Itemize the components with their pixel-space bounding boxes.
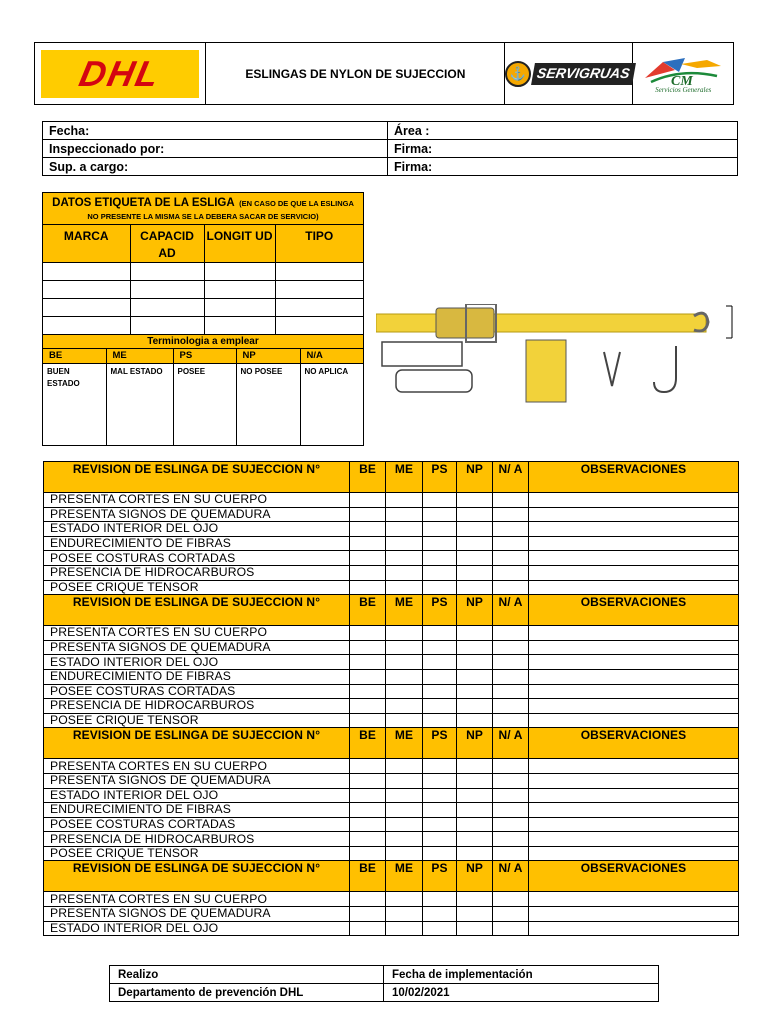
observations-cell[interactable] — [529, 803, 739, 818]
revision-col-header: BE — [350, 462, 386, 493]
revision-col-header: NP — [457, 861, 493, 892]
observations-cell[interactable] — [529, 907, 739, 922]
dhl-logo-text: DHL — [75, 52, 165, 94]
check-cell[interactable] — [350, 551, 386, 566]
check-cell[interactable] — [423, 713, 457, 728]
table-row — [44, 522, 739, 537]
observations-cell[interactable] — [529, 626, 739, 641]
observations-cell[interactable] — [529, 522, 739, 537]
check-cell[interactable] — [457, 507, 493, 522]
check-cell[interactable] — [386, 551, 423, 566]
fecha-field[interactable]: Fecha: — [43, 122, 388, 140]
check-cell[interactable] — [350, 565, 386, 580]
check-cell[interactable] — [423, 921, 457, 936]
observations-cell[interactable] — [529, 536, 739, 551]
check-cell[interactable] — [386, 699, 423, 714]
check-cell[interactable] — [493, 892, 529, 907]
servigruas-logo-text: SERVIGRUAS — [535, 64, 631, 81]
check-cell[interactable] — [457, 699, 493, 714]
check-cell[interactable] — [386, 759, 423, 774]
revision-col-header: BE — [350, 861, 386, 892]
observations-cell[interactable] — [529, 773, 739, 788]
revision-header-row — [44, 728, 739, 759]
table-row — [44, 759, 739, 774]
check-cell[interactable] — [457, 655, 493, 670]
check-cell[interactable] — [457, 626, 493, 641]
table-row — [44, 773, 739, 788]
check-cell[interactable] — [423, 773, 457, 788]
observations-cell[interactable] — [529, 788, 739, 803]
cm-logo-cell — [633, 43, 733, 104]
check-cell[interactable] — [386, 565, 423, 580]
check-cell[interactable] — [493, 536, 529, 551]
observations-cell[interactable] — [529, 713, 739, 728]
check-cell[interactable] — [423, 551, 457, 566]
check-cell[interactable] — [350, 713, 386, 728]
table-row — [44, 669, 739, 684]
check-cell[interactable] — [457, 684, 493, 699]
table-row — [44, 507, 739, 522]
revision-col-header: OBSERVACIONES — [529, 728, 739, 759]
check-cell[interactable] — [350, 655, 386, 670]
revision-header-title: REVISION DE ESLINGA DE SUJECCION N° — [44, 728, 350, 759]
revision-header-title: REVISION DE ESLINGA DE SUJECCION N° — [44, 462, 350, 493]
check-cell[interactable] — [423, 892, 457, 907]
check-cell[interactable] — [386, 803, 423, 818]
check-cell[interactable] — [386, 493, 423, 508]
servigruas-logo-cell — [505, 43, 633, 104]
label-row — [43, 317, 363, 335]
revision-col-header: BE — [350, 728, 386, 759]
check-cell[interactable] — [386, 817, 423, 832]
cm-logo-subtitle: Servicios Generales — [655, 85, 712, 94]
check-cell[interactable] — [457, 580, 493, 595]
check-cell[interactable] — [423, 669, 457, 684]
check-cell[interactable] — [493, 551, 529, 566]
col-longitud: LONGIT UD — [204, 225, 275, 263]
label-grid — [43, 225, 363, 335]
check-item-label: ENDURECIMIENTO DE FIBRAS — [44, 669, 350, 684]
check-cell[interactable] — [423, 684, 457, 699]
terminology-title: Terminologia a emplear — [43, 335, 363, 349]
col-capacidad: CAPACID AD — [130, 225, 204, 263]
check-cell[interactable] — [350, 669, 386, 684]
check-cell[interactable] — [350, 507, 386, 522]
check-item-label: POSEE COSTURAS CORTADAS — [44, 817, 350, 832]
check-cell[interactable] — [350, 522, 386, 537]
revision-header-row — [44, 861, 739, 892]
observations-cell[interactable] — [529, 640, 739, 655]
revision-table — [43, 461, 739, 936]
check-cell[interactable] — [386, 626, 423, 641]
check-cell[interactable] — [386, 507, 423, 522]
check-cell[interactable] — [457, 892, 493, 907]
label-row — [43, 281, 363, 299]
term-code: BE — [43, 349, 106, 363]
observations-cell[interactable] — [529, 832, 739, 847]
revision-col-header: N/ A — [493, 595, 529, 626]
check-cell[interactable] — [423, 493, 457, 508]
dhl-logo-cell — [35, 43, 206, 104]
servigruas-logo — [505, 61, 634, 87]
observations-cell[interactable] — [529, 669, 739, 684]
check-cell[interactable] — [423, 788, 457, 803]
check-cell[interactable] — [350, 626, 386, 641]
check-cell[interactable] — [423, 640, 457, 655]
revision-col-header: PS — [423, 462, 457, 493]
observations-cell[interactable] — [529, 684, 739, 699]
check-cell[interactable] — [386, 669, 423, 684]
check-cell[interactable] — [493, 832, 529, 847]
table-row — [44, 699, 739, 714]
label-title-block — [43, 193, 363, 225]
check-item-label: ENDURECIMIENTO DE FIBRAS — [44, 803, 350, 818]
observations-cell[interactable] — [529, 846, 739, 861]
table-row — [44, 655, 739, 670]
observations-cell[interactable] — [529, 921, 739, 936]
check-item-label: PRESENTA SIGNOS DE QUEMADURA — [44, 907, 350, 922]
check-cell[interactable] — [423, 907, 457, 922]
check-cell[interactable] — [493, 580, 529, 595]
table-row — [44, 788, 739, 803]
check-item-label: ENDURECIMIENTO DE FIBRAS — [44, 536, 350, 551]
check-cell[interactable] — [493, 817, 529, 832]
check-cell[interactable] — [493, 507, 529, 522]
observations-cell[interactable] — [529, 892, 739, 907]
check-cell[interactable] — [457, 788, 493, 803]
table-row — [44, 580, 739, 595]
observations-cell[interactable] — [529, 580, 739, 595]
revision-col-header: ME — [386, 728, 423, 759]
term-code: PS — [173, 349, 236, 363]
check-cell[interactable] — [350, 699, 386, 714]
check-item-label: PRESENTA SIGNOS DE QUEMADURA — [44, 773, 350, 788]
check-item-label: PRESENCIA DE HIDROCARBUROS — [44, 832, 350, 847]
department-value: Departamento de prevención DHL — [110, 984, 384, 1002]
revision-col-header: ME — [386, 462, 423, 493]
table-row — [44, 536, 739, 551]
ratchet-strap-illustration — [376, 304, 738, 404]
svg-text:CM: CM — [671, 73, 693, 88]
observations-cell[interactable] — [529, 655, 739, 670]
check-cell[interactable] — [493, 759, 529, 774]
table-row — [44, 626, 739, 641]
check-item-label: PRESENTA SIGNOS DE QUEMADURA — [44, 507, 350, 522]
table-row — [44, 892, 739, 907]
check-cell[interactable] — [386, 773, 423, 788]
check-cell[interactable] — [350, 892, 386, 907]
check-cell[interactable] — [386, 580, 423, 595]
check-cell[interactable] — [457, 565, 493, 580]
check-cell[interactable] — [386, 684, 423, 699]
revision-col-header: NP — [457, 462, 493, 493]
check-cell[interactable] — [350, 907, 386, 922]
document-title: ESLINGAS DE NYLON DE SUJECCION — [206, 43, 505, 104]
check-cell[interactable] — [386, 892, 423, 907]
check-cell[interactable] — [493, 699, 529, 714]
revision-col-header: ME — [386, 595, 423, 626]
inspector-signature-field[interactable]: Firma: — [388, 140, 738, 158]
check-cell[interactable] — [386, 921, 423, 936]
table-row — [44, 921, 739, 936]
check-item-label: PRESENTA SIGNOS DE QUEMADURA — [44, 640, 350, 655]
check-item-label: ESTADO INTERIOR DEL OJO — [44, 655, 350, 670]
dhl-logo — [41, 50, 199, 98]
inspector-field[interactable]: Inspeccionado por: — [43, 140, 388, 158]
revision-col-header: N/ A — [493, 728, 529, 759]
revision-col-header: OBSERVACIONES — [529, 861, 739, 892]
term-code: NP — [236, 349, 300, 363]
document-header — [34, 42, 734, 105]
check-cell[interactable] — [493, 921, 529, 936]
check-cell[interactable] — [457, 713, 493, 728]
check-cell[interactable] — [350, 536, 386, 551]
revision-col-header: BE — [350, 595, 386, 626]
check-cell[interactable] — [493, 522, 529, 537]
label-title: DATOS ETIQUETA DE LA ESLIGA — [52, 197, 235, 209]
sling-label-data-box — [42, 192, 364, 446]
check-cell[interactable] — [386, 536, 423, 551]
realizo-label: Realizo — [110, 966, 384, 984]
term-meaning: BUEN ESTADO — [43, 363, 106, 445]
implementation-date-label: Fecha de implementación — [384, 966, 659, 984]
term-meaning: NO POSEE — [236, 363, 300, 445]
check-cell[interactable] — [493, 907, 529, 922]
check-cell[interactable] — [493, 788, 529, 803]
table-row — [44, 803, 739, 818]
check-cell[interactable] — [457, 907, 493, 922]
label-note: (EN CASO DE QUE LA ESLINGA NO PRESENTE LA MISMA SE LA DEBERA SACAR DE SERVICIO) — [87, 199, 354, 221]
implementation-date-value: 10/02/2021 — [384, 984, 659, 1002]
check-cell[interactable] — [423, 832, 457, 847]
check-cell[interactable] — [350, 846, 386, 861]
check-cell[interactable] — [350, 921, 386, 936]
table-row — [44, 817, 739, 832]
check-cell[interactable] — [423, 699, 457, 714]
check-item-label: PRESENTA CORTES EN SU CUERPO — [44, 892, 350, 907]
check-cell[interactable] — [457, 640, 493, 655]
check-cell[interactable] — [457, 493, 493, 508]
check-cell[interactable] — [423, 522, 457, 537]
revision-col-header: NP — [457, 728, 493, 759]
table-row — [44, 640, 739, 655]
term-meaning: POSEE — [173, 363, 236, 445]
col-marca: MARCA — [43, 225, 130, 263]
check-cell[interactable] — [493, 773, 529, 788]
check-item-label: PRESENCIA DE HIDROCARBUROS — [44, 565, 350, 580]
check-cell[interactable] — [350, 684, 386, 699]
check-cell[interactable] — [386, 788, 423, 803]
observations-cell[interactable] — [529, 759, 739, 774]
check-cell[interactable] — [457, 759, 493, 774]
revision-col-header: OBSERVACIONES — [529, 595, 739, 626]
revision-header-row — [44, 462, 739, 493]
check-item-label: POSEE CRIQUE TENSOR — [44, 713, 350, 728]
check-cell[interactable] — [423, 817, 457, 832]
table-row — [44, 493, 739, 508]
cm-swoosh-icon — [641, 54, 725, 88]
check-cell[interactable] — [423, 507, 457, 522]
area-field[interactable]: Área : — [388, 122, 738, 140]
check-cell[interactable] — [423, 565, 457, 580]
check-cell[interactable] — [493, 713, 529, 728]
crane-hook-icon: ⚓ — [505, 61, 531, 87]
check-cell[interactable] — [386, 846, 423, 861]
inspection-info-table — [42, 121, 738, 176]
revision-col-header: PS — [423, 728, 457, 759]
observations-cell[interactable] — [529, 493, 739, 508]
check-cell[interactable] — [386, 640, 423, 655]
revision-header-title: REVISION DE ESLINGA DE SUJECCION N° — [44, 595, 350, 626]
revision-col-header: N/ A — [493, 861, 529, 892]
check-cell[interactable] — [493, 565, 529, 580]
check-cell[interactable] — [386, 522, 423, 537]
check-cell[interactable] — [386, 713, 423, 728]
revision-col-header: NP — [457, 595, 493, 626]
table-row — [44, 565, 739, 580]
check-item-label: POSEE COSTURAS CORTADAS — [44, 551, 350, 566]
check-cell[interactable] — [423, 846, 457, 861]
check-cell[interactable] — [457, 846, 493, 861]
table-row — [44, 846, 739, 861]
check-cell[interactable] — [350, 773, 386, 788]
check-cell[interactable] — [386, 655, 423, 670]
check-cell[interactable] — [350, 640, 386, 655]
term-code: N/A — [300, 349, 363, 363]
revision-header-title: REVISION DE ESLINGA DE SUJECCION N° — [44, 861, 350, 892]
supervisor-signature-field[interactable]: Firma: — [388, 158, 738, 176]
label-row — [43, 263, 363, 281]
check-cell[interactable] — [493, 684, 529, 699]
observations-cell[interactable] — [529, 507, 739, 522]
check-cell[interactable] — [457, 817, 493, 832]
check-item-label: PRESENTA CORTES EN SU CUERPO — [44, 493, 350, 508]
check-cell[interactable] — [350, 803, 386, 818]
check-cell[interactable] — [457, 832, 493, 847]
check-cell[interactable] — [457, 921, 493, 936]
check-item-label: PRESENTA CORTES EN SU CUERPO — [44, 759, 350, 774]
check-cell[interactable] — [457, 551, 493, 566]
revision-col-header: PS — [423, 861, 457, 892]
check-cell[interactable] — [423, 580, 457, 595]
check-cell[interactable] — [423, 655, 457, 670]
check-cell[interactable] — [457, 773, 493, 788]
check-cell[interactable] — [423, 626, 457, 641]
check-item-label: PRESENTA CORTES EN SU CUERPO — [44, 626, 350, 641]
check-cell[interactable] — [423, 759, 457, 774]
revision-col-header: OBSERVACIONES — [529, 462, 739, 493]
term-meaning: NO APLICA — [304, 366, 349, 376]
check-cell[interactable] — [423, 803, 457, 818]
observations-cell[interactable] — [529, 551, 739, 566]
check-item-label: ESTADO INTERIOR DEL OJO — [44, 788, 350, 803]
check-cell[interactable] — [493, 493, 529, 508]
check-cell[interactable] — [493, 803, 529, 818]
col-tipo: TIPO — [275, 225, 363, 263]
revision-col-header: ME — [386, 861, 423, 892]
check-item-label: PRESENCIA DE HIDROCARBUROS — [44, 699, 350, 714]
terminology-table — [43, 349, 363, 445]
check-cell[interactable] — [457, 803, 493, 818]
term-code: ME — [106, 349, 173, 363]
check-cell[interactable] — [493, 626, 529, 641]
check-cell[interactable] — [493, 655, 529, 670]
check-cell[interactable] — [386, 832, 423, 847]
revision-col-header: N/ A — [493, 462, 529, 493]
table-row — [44, 713, 739, 728]
check-item-label: POSEE CRIQUE TENSOR — [44, 580, 350, 595]
observations-cell[interactable] — [529, 699, 739, 714]
check-cell[interactable] — [457, 522, 493, 537]
revision-header-row — [44, 595, 739, 626]
check-cell[interactable] — [350, 788, 386, 803]
observations-cell[interactable] — [529, 565, 739, 580]
check-cell[interactable] — [493, 669, 529, 684]
check-item-label: ESTADO INTERIOR DEL OJO — [44, 921, 350, 936]
check-cell[interactable] — [350, 817, 386, 832]
footer-table — [109, 965, 659, 1002]
label-row — [43, 299, 363, 317]
table-row — [44, 907, 739, 922]
table-row — [44, 684, 739, 699]
check-cell[interactable] — [350, 759, 386, 774]
table-row — [44, 551, 739, 566]
term-meaning: MAL ESTADO — [106, 363, 173, 445]
check-cell[interactable] — [493, 846, 529, 861]
check-cell[interactable] — [457, 536, 493, 551]
supervisor-field[interactable]: Sup. a cargo: — [43, 158, 388, 176]
check-cell[interactable] — [350, 832, 386, 847]
check-item-label: POSEE COSTURAS CORTADAS — [44, 684, 350, 699]
check-cell[interactable] — [350, 580, 386, 595]
check-cell[interactable] — [423, 536, 457, 551]
check-cell[interactable] — [493, 640, 529, 655]
check-cell[interactable] — [386, 907, 423, 922]
revision-col-header: PS — [423, 595, 457, 626]
observations-cell[interactable] — [529, 817, 739, 832]
check-item-label: ESTADO INTERIOR DEL OJO — [44, 522, 350, 537]
check-item-label: POSEE CRIQUE TENSOR — [44, 846, 350, 861]
check-cell[interactable] — [457, 669, 493, 684]
check-cell[interactable] — [350, 493, 386, 508]
table-row — [44, 832, 739, 847]
cm-logo — [641, 54, 725, 94]
